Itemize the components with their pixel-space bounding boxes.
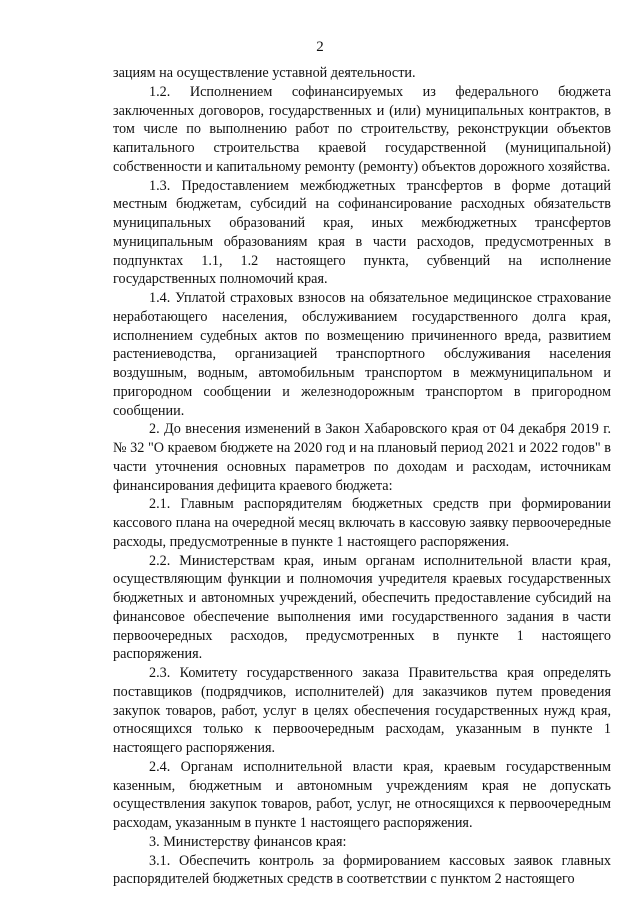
paragraph-3-1: 3.1. Обеспечить контроль за формированием кассовых заявок главных распорядителей бюджетных средств в соответствии с пунктом 2 настоящего [113,852,611,888]
page-number: 2 [316,39,324,55]
paragraph-2-1: 2.1. Главным распорядителям бюджетных средств при формировании кассового плана на очередной месяц включать в кассовую заявку первоочередные расходы, предусмотренные в пункте 1 настоящего распоряжения. [113,496,611,550]
paragraph-1-2: 1.2. Исполнением софинансируемых из федерального бюджета заключенных договоров, государственных и (или) муниципальных контрактов, в том числе по выполнению работ по строительству, реконструкции объектов капитального строительства краевой государственной (муниципальной) собственности и капитальному ремонту (ремонту) объектов дорожного хозяйства. [113,83,611,175]
paragraph-1-3: 1.3. Предоставлением межбюджетных трансфертов в форме дотаций местным бюджетам, субсидий на софинансирование расходных обязательств муниципальных образований края, иных межбюджетных трансфертов муниципальным образованиям края в части расходов, предусмотренных в подпунктах 1.1, 1.2 настоящего пункта, субвенций на исполнение государственных полномочий края. [113,177,611,288]
paragraph-2-3: 2.3. Комитету государственного заказа Правительства края определять поставщиков (подрядчиков, исполнителей) для заказчиков путем проведения закупок товаров, работ, услуг в целях обеспечения государственных нужд края, относящихся только к первоочередным расходам, указанным в пункте 1 настоящего распоряжения. [113,665,611,756]
paragraph-continuation: зациям на осуществление уставной деятельности. [113,65,416,81]
paragraph-2-2: 2.2. Министерствам края, иным органам исполнительной власти края, осуществляющим функции и полномочия учредителя краевых государственных бюджетных и автономных учреждений, обеспечить предоставление субсидий на финансовое обеспечение выполнения ими государственного задания в части первоочередных расходов, предусмотренных в пункте 1 настоящего распоряжения. [113,552,611,663]
paragraph-1-4: 1.4. Уплатой страховых взносов на обязательное медицинское страхование неработающего населения, обслуживанием государственного долга края, исполнением судебных актов по возмещению причиненного вреда, развитием растениеводства, организацией транспортного обслуживания населения воздушным, водным, автомобильным транспортом в межмуниципальном и пригородном сообщении и железнодорожным транспортом в пригородном сообщении. [113,290,611,419]
document-body [113,64,611,889]
paragraph-3: 3. Министерству финансов края: [149,833,347,850]
paragraph-2-4: 2.4. Органам исполнительной власти края, краевым государственным казенным, бюджетным и автономным учреждениям края не допускать осуществления закупок товаров, работ, услуг, не относящихся к первоочередным расходам, указанным в пункте 1 настоящего распоряжения. [113,758,611,831]
paragraph-2: 2. До внесения изменений в Закон Хабаровского края от 04 декабря 2019 г. № 32 "О краевом бюджете на 2020 год и на плановый период 2021 и 2022 годов" в части уточнения основных параметров по доходам и расходам, источникам финансирования дефицита краевого бюджета: [113,421,611,494]
